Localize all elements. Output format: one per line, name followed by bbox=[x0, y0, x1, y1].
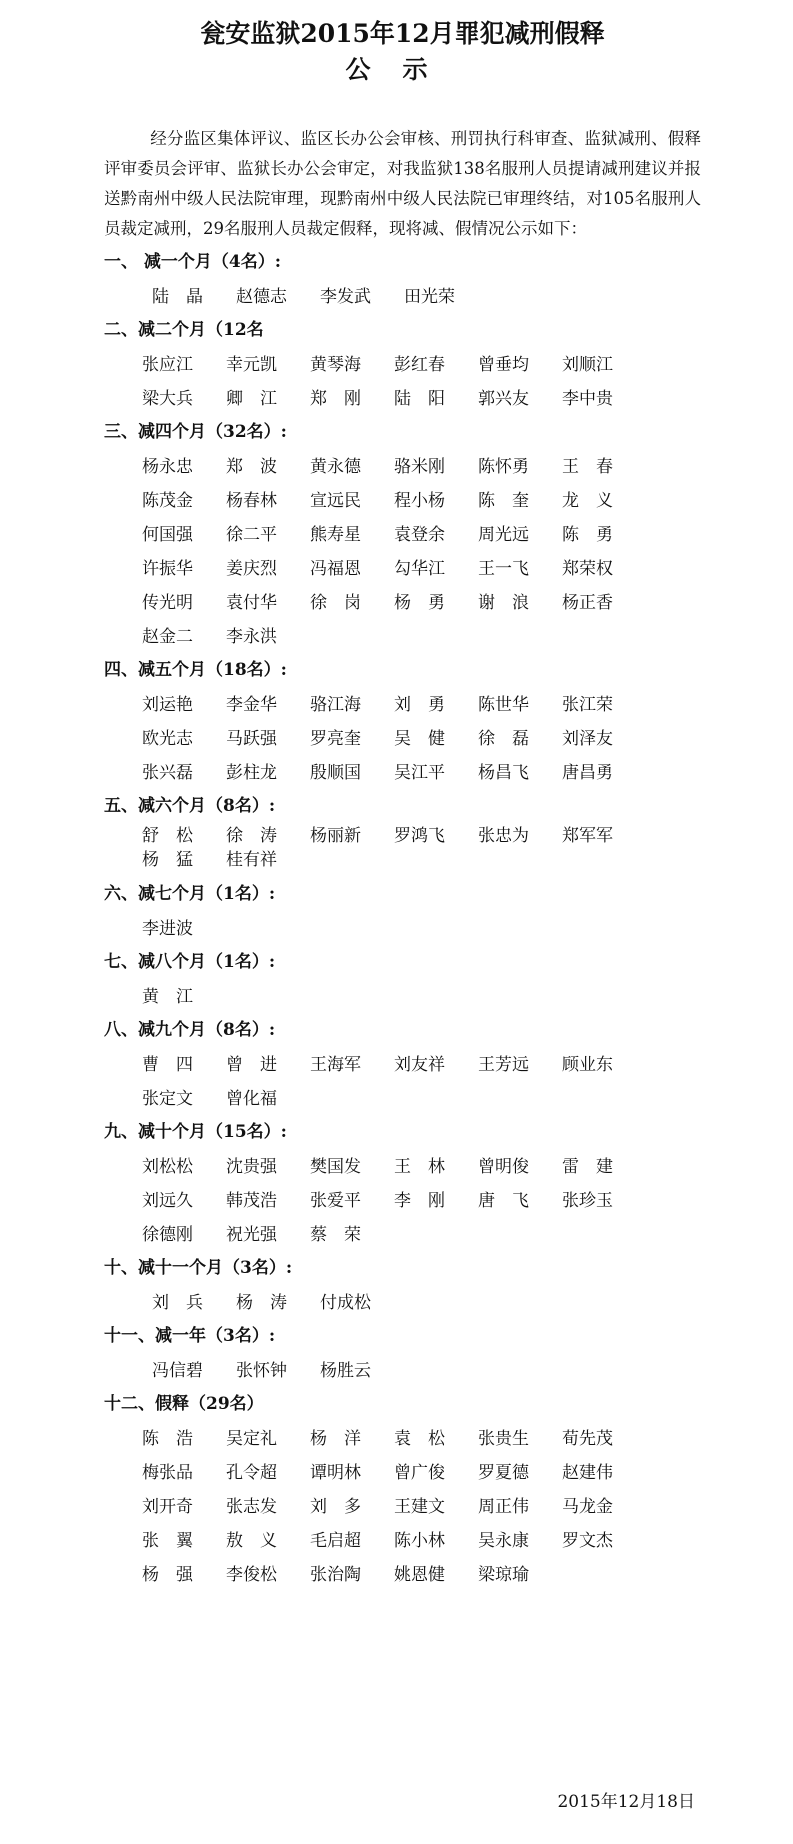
section bbox=[104, 246, 701, 314]
person-name: 罗亮奎 bbox=[310, 729, 361, 749]
person-name: 舒 松 bbox=[142, 826, 193, 846]
person-name: 徐 岗 bbox=[310, 593, 361, 613]
person-name: 张怀钟 bbox=[236, 1361, 287, 1381]
person-name: 骆江海 bbox=[310, 695, 361, 715]
person-name: 刘顺江 bbox=[562, 355, 613, 375]
person-name: 刘运艳 bbox=[142, 695, 193, 715]
person-name: 荀先茂 bbox=[562, 1429, 613, 1449]
person-name: 杨 涛 bbox=[236, 1293, 287, 1313]
person-name: 王一飞 bbox=[478, 559, 529, 579]
section-heading: 一、 减一个月（4名）: bbox=[104, 252, 282, 272]
person-name: 祝光强 bbox=[226, 1225, 277, 1245]
person-name: 陈怀勇 bbox=[478, 457, 529, 477]
person-name: 欧光志 bbox=[142, 729, 193, 749]
person-name: 吴江平 bbox=[394, 763, 445, 783]
person-name: 陆 晶 bbox=[152, 287, 203, 307]
person-name: 王芳远 bbox=[478, 1055, 529, 1075]
person-name: 彭红春 bbox=[394, 355, 445, 375]
person-name: 谢 浪 bbox=[478, 593, 529, 613]
person-name: 张兴磊 bbox=[142, 763, 193, 783]
person-name: 雷 建 bbox=[562, 1157, 613, 1177]
name-list bbox=[104, 280, 701, 314]
person-name: 吴永康 bbox=[478, 1531, 529, 1551]
person-name: 李永洪 bbox=[226, 627, 277, 647]
person-name: 许振华 bbox=[142, 559, 193, 579]
person-name: 梁琼瑜 bbox=[478, 1565, 529, 1585]
person-name: 李 刚 bbox=[394, 1191, 445, 1211]
person-name: 杨 强 bbox=[142, 1565, 193, 1585]
person-name: 李进波 bbox=[142, 919, 193, 939]
person-name: 毛启超 bbox=[310, 1531, 361, 1551]
person-name: 曾 进 bbox=[226, 1055, 277, 1075]
person-name: 刘松松 bbox=[142, 1157, 193, 1177]
person-name: 谭明林 bbox=[310, 1463, 361, 1483]
section bbox=[104, 946, 701, 1014]
person-name: 张治陶 bbox=[310, 1565, 361, 1585]
person-name: 曾明俊 bbox=[478, 1157, 529, 1177]
person-name: 敖 义 bbox=[226, 1531, 277, 1551]
person-name: 梅张品 bbox=[142, 1463, 193, 1483]
section-heading: 三、减四个月（32名）: bbox=[104, 422, 287, 442]
name-list bbox=[104, 688, 701, 790]
person-name: 李中贵 bbox=[562, 389, 613, 409]
person-name: 唐 飞 bbox=[478, 1191, 529, 1211]
section bbox=[104, 1252, 701, 1320]
person-name: 李俊松 bbox=[226, 1565, 277, 1585]
person-name: 郑 刚 bbox=[310, 389, 361, 409]
person-name: 杨 洋 bbox=[310, 1429, 361, 1449]
person-name: 吴定礼 bbox=[226, 1429, 277, 1449]
section bbox=[104, 790, 701, 878]
person-name: 杨春林 bbox=[226, 491, 277, 511]
document-subtitle: 公示 bbox=[345, 55, 460, 84]
person-name: 传光明 bbox=[142, 593, 193, 613]
person-name: 幸元凯 bbox=[226, 355, 277, 375]
person-name: 徐二平 bbox=[226, 525, 277, 545]
section bbox=[104, 878, 701, 946]
person-name: 张珍玉 bbox=[562, 1191, 613, 1211]
person-name: 马跃强 bbox=[226, 729, 277, 749]
person-name: 陈 浩 bbox=[142, 1429, 193, 1449]
person-name: 张定文 bbox=[142, 1089, 193, 1109]
section-heading: 四、减五个月（18名）: bbox=[104, 660, 287, 680]
name-list bbox=[104, 1354, 701, 1388]
person-name: 徐 涛 bbox=[226, 826, 277, 846]
section bbox=[104, 1014, 701, 1116]
person-name: 周光远 bbox=[478, 525, 529, 545]
person-name: 张志发 bbox=[226, 1497, 277, 1517]
person-name: 王海军 bbox=[310, 1055, 361, 1075]
section-heading: 十、减十一个月（3名）: bbox=[104, 1258, 293, 1278]
section-heading: 五、减六个月（8名）: bbox=[104, 796, 276, 816]
person-name: 宣远民 bbox=[310, 491, 361, 511]
intro-paragraph: 经分监区集体评议、监区长办公会审核、刑罚执行科审查、监狱减刑、假释评审委员会评审、监狱长办公会审定，对我监狱138名服刑人员提请减刑建议并报送黔南州中级人民法院审理，现黔南州中级人民法院已审理终结，对105名服刑人员裁定减刑，29名服刑人员裁定假释，现将减、假情况公示如下： bbox=[104, 129, 701, 238]
section bbox=[104, 314, 701, 416]
person-name: 骆米刚 bbox=[394, 457, 445, 477]
person-name: 沈贵强 bbox=[226, 1157, 277, 1177]
person-name: 郑荣权 bbox=[562, 559, 613, 579]
person-name: 张江荣 bbox=[562, 695, 613, 715]
name-list bbox=[104, 1286, 701, 1320]
person-name: 马龙金 bbox=[562, 1497, 613, 1517]
person-name: 陈世华 bbox=[478, 695, 529, 715]
person-name: 曾垂均 bbox=[478, 355, 529, 375]
person-name: 黄琴海 bbox=[310, 355, 361, 375]
person-name: 杨 勇 bbox=[394, 593, 445, 613]
person-name: 杨永忠 bbox=[142, 457, 193, 477]
person-name: 陆 阳 bbox=[394, 389, 445, 409]
person-name: 刘远久 bbox=[142, 1191, 193, 1211]
person-name: 刘泽友 bbox=[562, 729, 613, 749]
person-name: 蔡 荣 bbox=[310, 1225, 361, 1245]
person-name: 唐昌勇 bbox=[562, 763, 613, 783]
person-name: 杨 猛 bbox=[142, 850, 193, 870]
name-list bbox=[104, 450, 701, 654]
person-name: 罗文杰 bbox=[562, 1531, 613, 1551]
person-name: 罗鸿飞 bbox=[394, 826, 445, 846]
person-name: 王建文 bbox=[394, 1497, 445, 1517]
person-name: 龙 义 bbox=[562, 491, 613, 511]
person-name: 陈茂金 bbox=[142, 491, 193, 511]
name-list bbox=[104, 1150, 701, 1252]
document-title: 瓮安监狱2015年12月罪犯减刑假释 bbox=[200, 19, 605, 48]
person-name: 曾广俊 bbox=[394, 1463, 445, 1483]
person-name: 付成松 bbox=[320, 1293, 371, 1313]
name-list bbox=[104, 1422, 701, 1592]
person-name: 陈 奎 bbox=[478, 491, 529, 511]
person-name: 郑军军 bbox=[562, 826, 613, 846]
person-name: 姚恩健 bbox=[394, 1565, 445, 1585]
section-heading: 十二、假释（29名） bbox=[104, 1394, 264, 1414]
person-name: 吴 健 bbox=[394, 729, 445, 749]
person-name: 罗夏德 bbox=[478, 1463, 529, 1483]
person-name: 程小杨 bbox=[394, 491, 445, 511]
person-name: 彭柱龙 bbox=[226, 763, 277, 783]
person-name: 王 春 bbox=[562, 457, 613, 477]
person-name: 刘开奇 bbox=[142, 1497, 193, 1517]
person-name: 徐德刚 bbox=[142, 1225, 193, 1245]
name-list bbox=[104, 348, 701, 416]
section-heading: 二、减二个月（12名 bbox=[104, 320, 264, 340]
name-list bbox=[104, 824, 701, 878]
person-name: 杨丽新 bbox=[310, 826, 361, 846]
person-name: 樊国发 bbox=[310, 1157, 361, 1177]
person-name: 徐 磊 bbox=[478, 729, 529, 749]
person-name: 桂有祥 bbox=[226, 850, 277, 870]
section-heading: 七、减八个月（1名）: bbox=[104, 952, 276, 972]
person-name: 熊寿星 bbox=[310, 525, 361, 545]
person-name: 周正伟 bbox=[478, 1497, 529, 1517]
sections-container bbox=[104, 246, 701, 1592]
person-name: 袁登余 bbox=[394, 525, 445, 545]
section-heading: 八、减九个月（8名）: bbox=[104, 1020, 276, 1040]
person-name: 赵金二 bbox=[142, 627, 193, 647]
section bbox=[104, 1116, 701, 1252]
document-date: 2015年12月18日 bbox=[557, 1792, 695, 1812]
person-name: 郑 波 bbox=[226, 457, 277, 477]
person-name: 梁大兵 bbox=[142, 389, 193, 409]
person-name: 勾华江 bbox=[394, 559, 445, 579]
person-name: 杨正香 bbox=[562, 593, 613, 613]
section-heading: 九、减十个月（15名）: bbox=[104, 1122, 287, 1142]
person-name: 冯福恩 bbox=[310, 559, 361, 579]
person-name: 黄 江 bbox=[142, 987, 193, 1007]
section bbox=[104, 1388, 701, 1592]
section bbox=[104, 416, 701, 654]
person-name: 田光荣 bbox=[404, 287, 455, 307]
name-list bbox=[104, 1048, 701, 1116]
person-name: 张应江 bbox=[142, 355, 193, 375]
person-name: 袁 松 bbox=[394, 1429, 445, 1449]
person-name: 刘 勇 bbox=[394, 695, 445, 715]
person-name: 何国强 bbox=[142, 525, 193, 545]
person-name: 赵建伟 bbox=[562, 1463, 613, 1483]
person-name: 曹 四 bbox=[142, 1055, 193, 1075]
person-name: 姜庆烈 bbox=[226, 559, 277, 579]
person-name: 刘 兵 bbox=[152, 1293, 203, 1313]
person-name: 刘 多 bbox=[310, 1497, 361, 1517]
person-name: 王 林 bbox=[394, 1157, 445, 1177]
person-name: 陈 勇 bbox=[562, 525, 613, 545]
section-heading: 十一、减一年（3名）: bbox=[104, 1326, 276, 1346]
person-name: 李发武 bbox=[320, 287, 371, 307]
person-name: 陈小林 bbox=[394, 1531, 445, 1551]
section-heading: 六、减七个月（1名）: bbox=[104, 884, 276, 904]
person-name: 赵德志 bbox=[236, 287, 287, 307]
section bbox=[104, 1320, 701, 1388]
person-name: 李金华 bbox=[226, 695, 277, 715]
person-name: 曾化福 bbox=[226, 1089, 277, 1109]
person-name: 张爱平 bbox=[310, 1191, 361, 1211]
section bbox=[104, 654, 701, 790]
person-name: 袁付华 bbox=[226, 593, 277, 613]
person-name: 殷顺国 bbox=[310, 763, 361, 783]
person-name: 顾业东 bbox=[562, 1055, 613, 1075]
person-name: 杨胜云 bbox=[320, 1361, 371, 1381]
person-name: 张忠为 bbox=[478, 826, 529, 846]
person-name: 冯信碧 bbox=[152, 1361, 203, 1381]
person-name: 郭兴友 bbox=[478, 389, 529, 409]
person-name: 黄永德 bbox=[310, 457, 361, 477]
person-name: 杨昌飞 bbox=[478, 763, 529, 783]
person-name: 孔令超 bbox=[226, 1463, 277, 1483]
name-list bbox=[104, 912, 701, 946]
person-name: 卿 江 bbox=[226, 389, 277, 409]
person-name: 张 翼 bbox=[142, 1531, 193, 1551]
person-name: 韩茂浩 bbox=[226, 1191, 277, 1211]
person-name: 张贵生 bbox=[478, 1429, 529, 1449]
name-list bbox=[104, 980, 701, 1014]
person-name: 刘友祥 bbox=[394, 1055, 445, 1075]
